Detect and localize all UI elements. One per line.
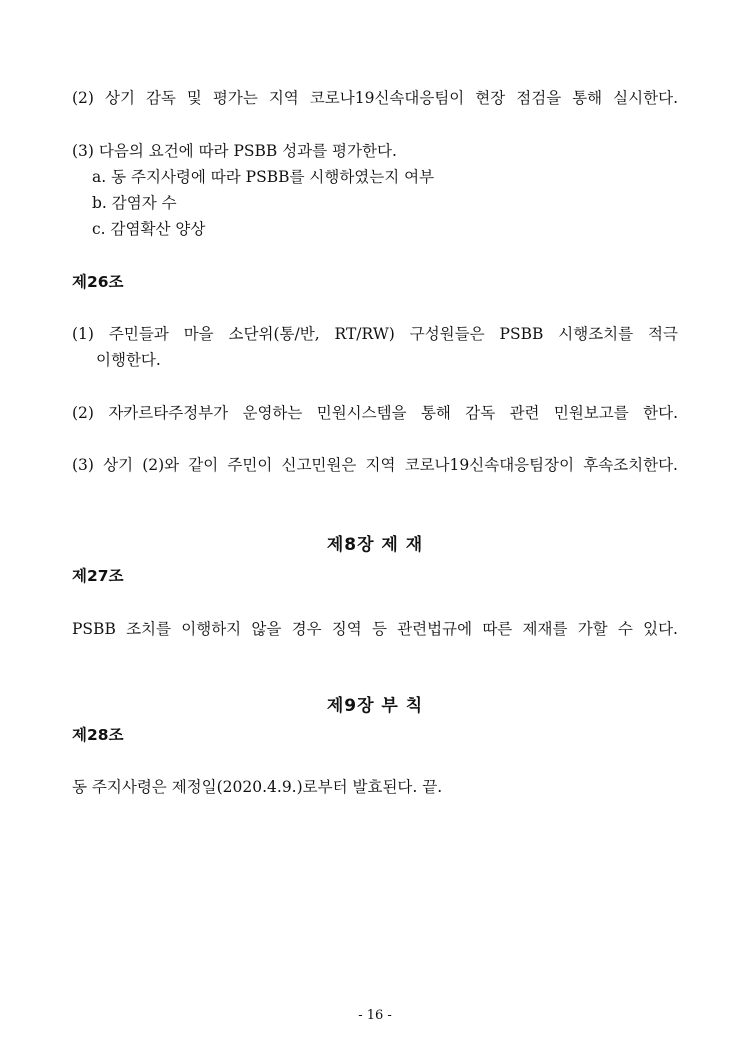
chapter8-heading: 제8장 제 재 bbox=[326, 535, 424, 555]
article25-item-3: (3) 다음의 요건에 따라 PSBB 성과를 평가한다. bbox=[72, 142, 397, 160]
article26-title: 제26조 bbox=[72, 273, 124, 291]
article28-title: 제28조 bbox=[72, 726, 124, 744]
article25-item-3a: a. 동 주지사령에 따라 PSBB를 시행하였는지 여부 bbox=[92, 168, 435, 186]
article25-item-3b: b. 감염자 수 bbox=[92, 194, 177, 212]
page-number: - 16 - bbox=[358, 1008, 392, 1023]
chapter9-heading: 제9장 부 칙 bbox=[326, 696, 424, 716]
article26-item-1-line2: 이행한다. bbox=[96, 351, 161, 369]
article27-title: 제27조 bbox=[72, 567, 124, 585]
article28-text: 동 주지사령은 제정일(2020.4.9.)로부터 발효된다. 끝. bbox=[72, 778, 443, 796]
article26-item-3: (3) 상기 (2)와 같이 주민이 신고민원은 지역 코로나19신속대응팀장이 후속조치한다. bbox=[72, 456, 678, 474]
article26-item-2: (2) 자카르타주정부가 운영하는 민원시스템을 통해 감독 관련 민원보고를 한다. bbox=[72, 404, 678, 422]
article25-item-3c: c. 감염확산 양상 bbox=[92, 220, 206, 238]
article25-item-2: (2) 상기 감독 및 평가는 지역 코로나19신속대응팀이 현장 점검을 통해 실시한다. bbox=[72, 89, 678, 107]
article26-item-1-line1: (1) 주민들과 마을 소단위(통/반, RT/RW) 구성원들은 PSBB 시행조치를 적극 bbox=[72, 325, 678, 343]
article27-text: PSBB 조치를 이행하지 않을 경우 징역 등 관련법규에 따른 제재를 가할 수 있다. bbox=[72, 620, 678, 638]
